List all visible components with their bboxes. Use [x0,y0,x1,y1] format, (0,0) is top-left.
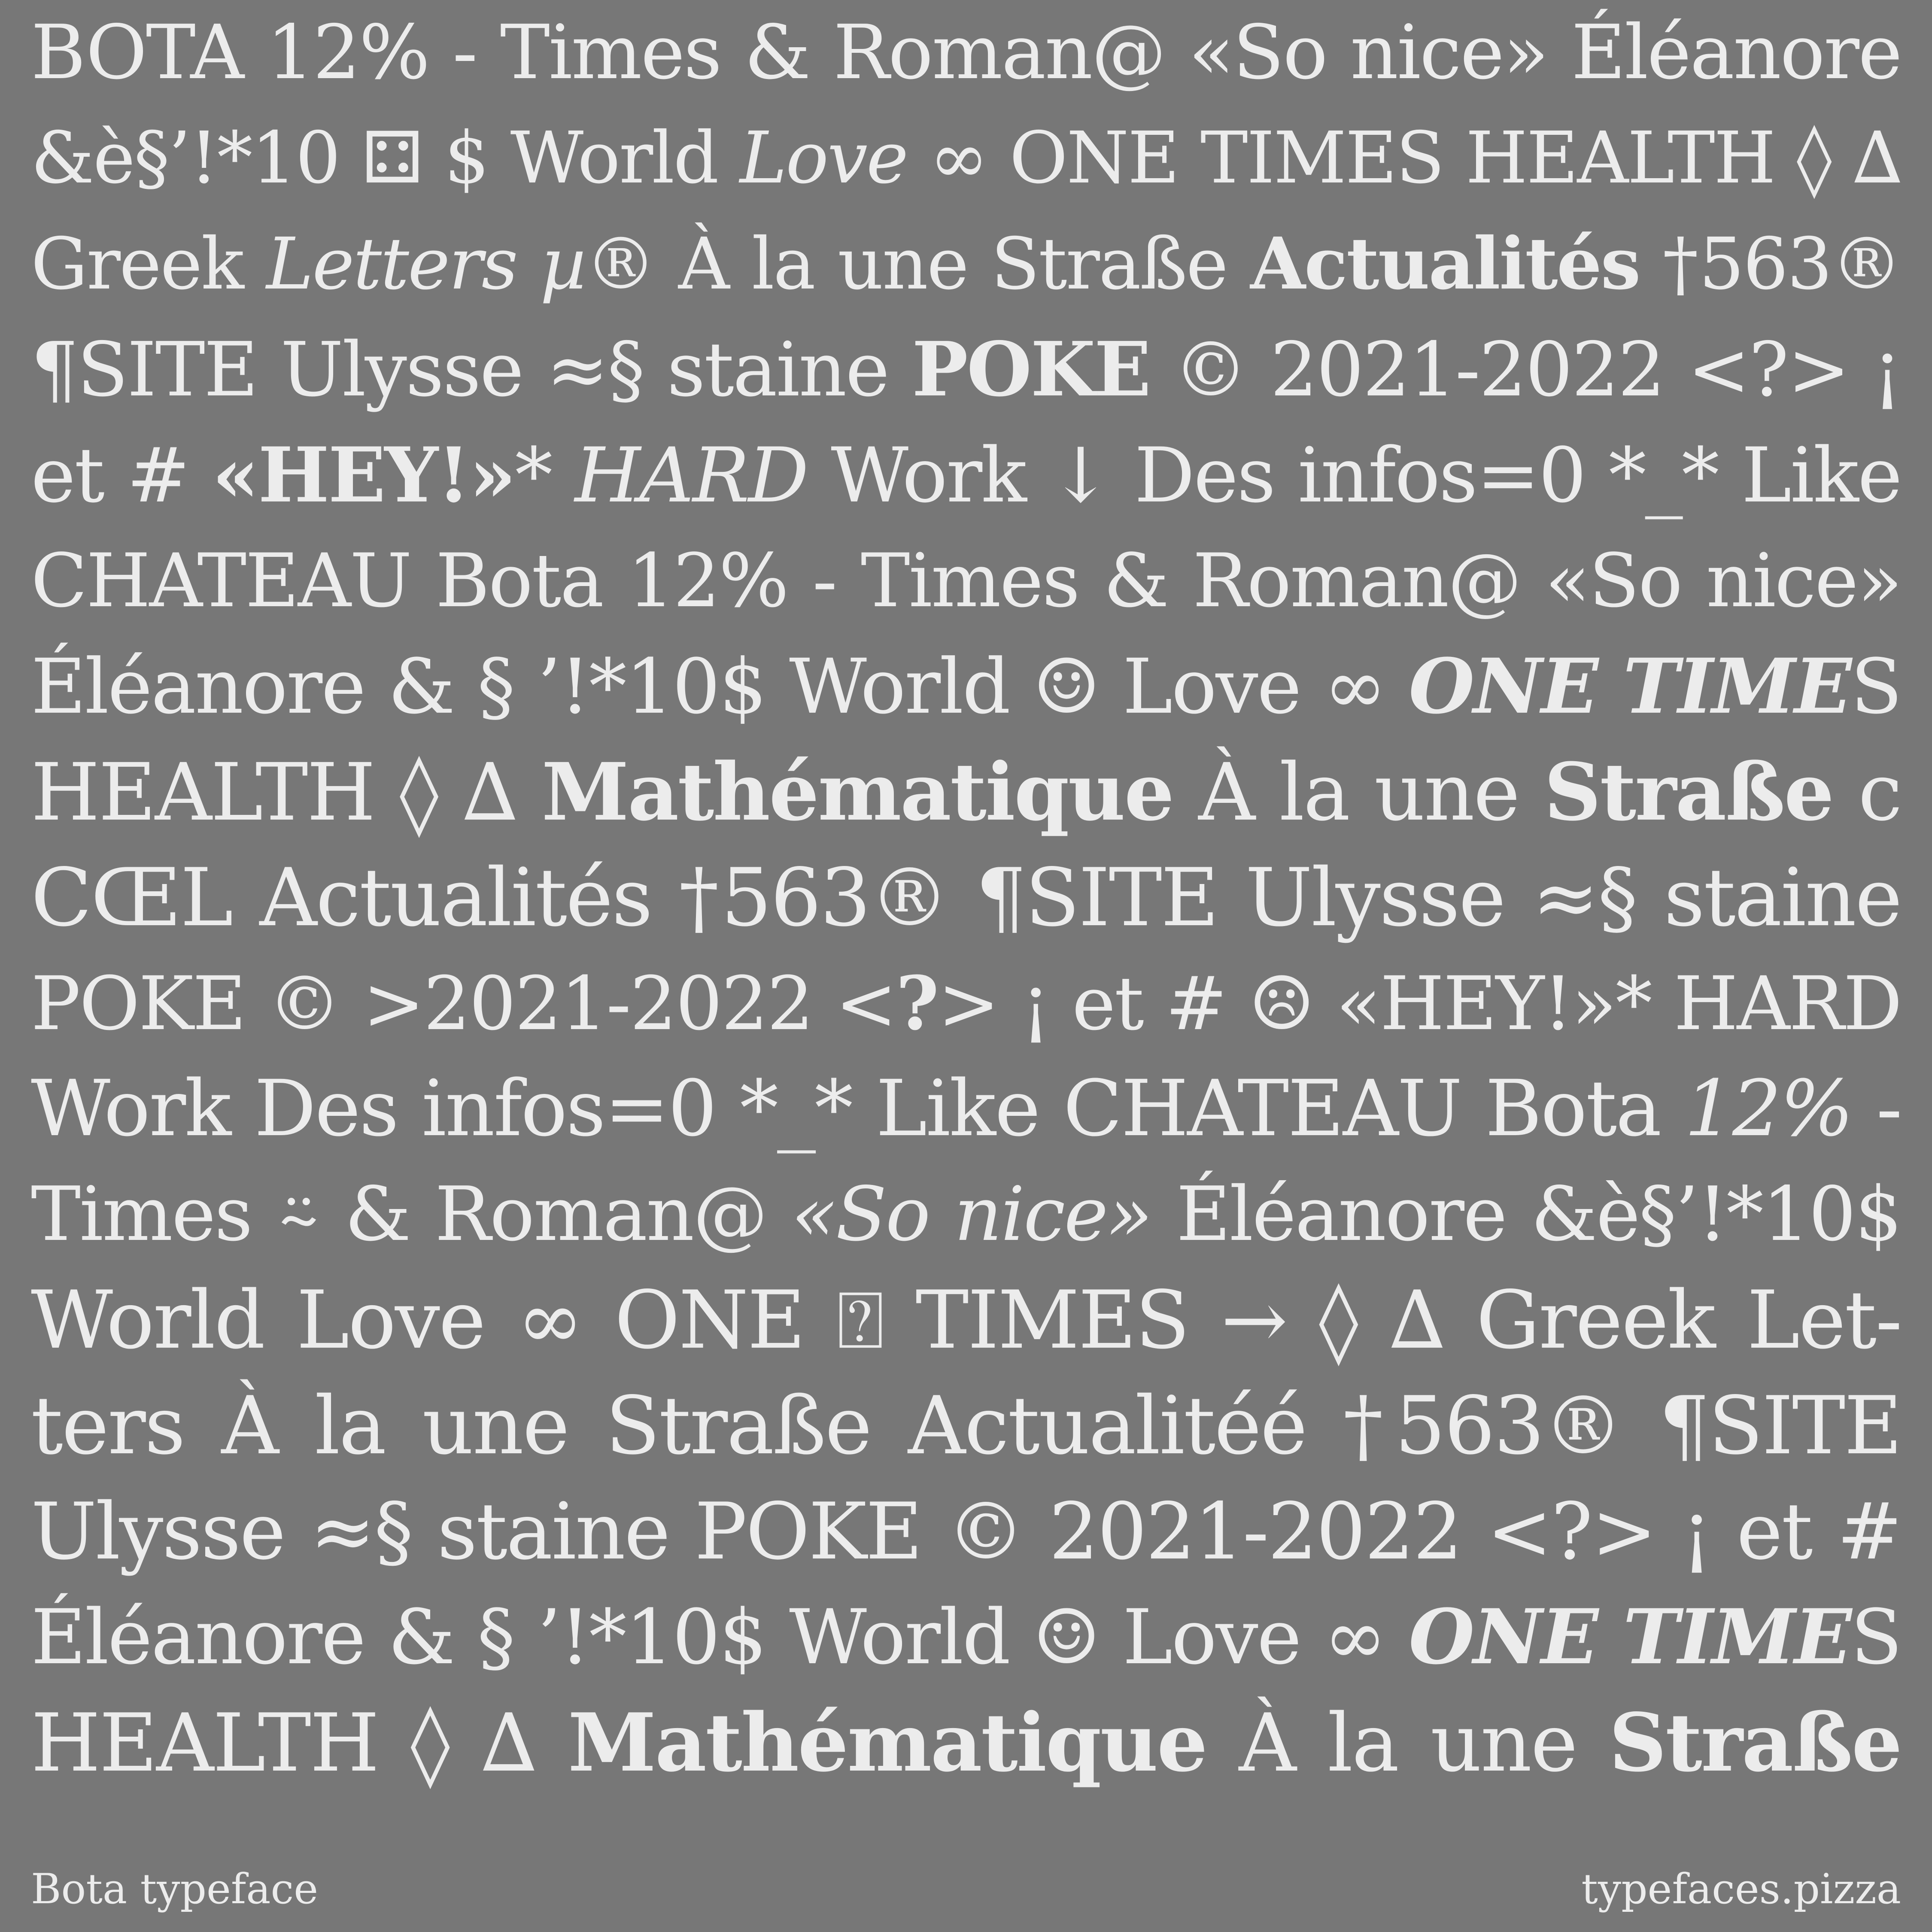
specimen-line [31,106,1901,211]
specimen-run-regular: Work Des infos=0 *_* Like CHATEAU Bota [31,1064,1685,1154]
specimen-line [31,1162,1901,1267]
specimen-line [31,1267,1901,1373]
specimen-run-italic: Letters µ® [266,223,655,306]
specimen-line [31,1373,1901,1479]
specimen-run-bold: Mathématique [541,746,1173,838]
specimen-line [31,317,1901,422]
specimen-run-regular: c [1833,747,1901,838]
specimen-run-regular: * [515,431,575,519]
specimen-line [31,951,1901,1056]
specimen-run-regular: À la une Straße [655,223,1251,306]
specimen-run-bold: ? [896,960,938,1047]
specimen-run-regular: HEALTH ◊ ∆ [31,1696,568,1789]
specimen-text-block [31,0,1901,1795]
specimen-run-regular: Éléanore &è§’!*10$ [1151,1171,1901,1258]
specimen-run-italic: HARD [574,431,808,519]
specimen-run-regular: ¶SITE Ulysse ≈§ staine [31,326,912,413]
specimen-run-bold: Straße [1544,746,1833,838]
specimen-run-regular: À la une [1206,1696,1609,1789]
specimen-run-bold: «HEY!» [212,431,515,519]
specimen-run-regular: Ulysse ≈§ staine POKE © 2021-2022 <?> ¡ et # [31,1486,1901,1577]
specimen-run-regular: HEALTH ◊ ∆ [31,747,542,838]
specimen-run-regular: ters À la une Straße Actualitéé †563® ¶SITE [31,1379,1901,1472]
specimen-run-bolditalic: ONE TIME [1409,1592,1851,1681]
specimen-run-regular: BOTA 12% - Times & Roman@ «So nice» Éléanore [31,9,1901,96]
website-caption: typefaces.pizza [1581,1865,1901,1913]
specimen-run-italic: 12% [1684,1064,1853,1154]
specimen-run-italic: «So nice» [791,1171,1151,1258]
specimen-run-regular: Éléanore & § ’!*10$ World ☺ Love ∞ [31,1593,1409,1681]
specimen-line [31,211,1901,317]
specimen-run-bolditalic: ONE TIME [1409,642,1851,731]
specimen-line [31,422,1901,528]
specimen-run-bold: POKE [911,326,1150,413]
specimen-line [31,1056,1901,1162]
specimen-run-italic: Love [739,117,908,200]
specimen-line [31,634,1901,739]
specimen-run-regular: POKE © >2021-2022 < [31,960,896,1047]
specimen-run-bold: Actualités [1250,222,1640,306]
specimen-run-regular: S [1850,643,1901,731]
specimen-line [31,528,1901,634]
specimen-run-regular: CHATEAU Bota 12% - Times & Roman@ «So nice» [31,538,1901,624]
specimen-run-regular: À la une [1173,747,1544,838]
specimen-run-bold: Mathématique [568,1695,1207,1789]
specimen-line [31,1584,1901,1690]
specimen-run-regular: &è§’!*10 ⚃ $ World [31,117,740,200]
specimen-run-regular: World Love ∞ ONE ⍰ TIMES → ◊ ∆ Greek Let- [31,1273,1901,1367]
specimen-run-regular: †563® [1639,223,1901,306]
specimen-run-regular: Times ⍨ & Roman@ [31,1171,792,1258]
specimen-line [31,1690,1901,1795]
specimen-run-regular: Éléanore & § ’!*10$ World ☺ Love ∞ [31,643,1409,731]
specimen-line [31,0,1901,106]
specimen-run-bold: Straße [1609,1695,1901,1789]
specimen-run-regular: - [1852,1064,1901,1154]
specimen-run-regular: © 2021-2022 <?> ¡ [1150,326,1901,413]
specimen-run-regular: Work ↓ Des infos=0 *_* Like [807,431,1901,519]
specimen-line [31,845,1901,951]
specimen-run-regular: CŒL Actualités †563® ¶SITE Ulysse ≈§ staine [31,851,1901,944]
specimen-run-regular: et # [31,431,212,519]
specimen-line [31,739,1901,845]
specimen-run-regular: S [1850,1593,1901,1681]
specimen-line [31,1479,1901,1584]
specimen-run-regular: ∞ ONE TIMES HEALTH ◊ ∆ [907,117,1901,200]
specimen-run-regular: Greek [31,223,267,306]
specimen-run-regular: > ¡ et # ☹ «HEY!»* HARD [938,960,1901,1047]
typeface-name-caption: Bota typeface [31,1865,319,1913]
